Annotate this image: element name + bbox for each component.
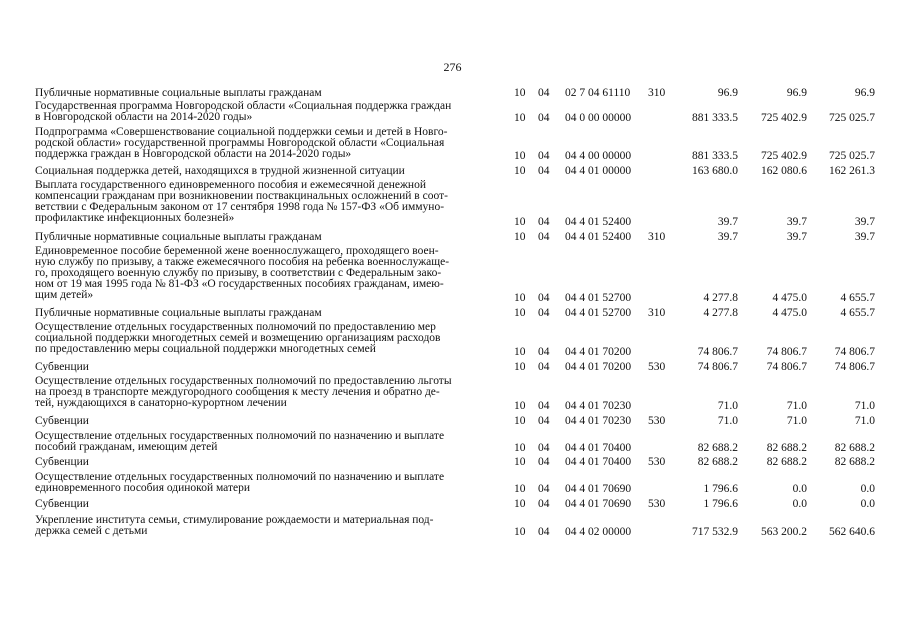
subsection-code: 04 [538,442,550,454]
section-code: 10 [514,346,526,358]
subsection-code: 04 [538,292,550,304]
section-code: 10 [514,361,526,373]
amount-year-2: 71.0 [786,415,807,427]
amount-year-3: 0.0 [860,498,875,510]
target-item-code: 04 4 01 52700 [565,292,632,304]
amount-year-3: 39.7 [854,231,875,243]
target-item-code: 04 4 00 00000 [565,150,632,162]
amount-year-1: 881 333.5 [692,150,738,162]
row-description: Осуществление отдельных государственных полномочий по предоставлению льготы на проезд в транспорте междугородного сообщения к месту лечения и обратно де- тей, нуждающихся в санаторно-курортном лечении [35,375,452,409]
row-description: Публичные нормативные социальные выплаты гражданам [35,307,322,319]
amount-year-3: 725 025.7 [829,150,875,162]
section-code: 10 [514,526,526,538]
amount-year-1: 881 333.5 [692,112,738,124]
amount-year-1: 74 806.7 [697,361,738,373]
amount-year-1: 74 806.7 [697,346,738,358]
section-code: 10 [514,292,526,304]
subsection-code: 04 [538,165,550,177]
amount-year-1: 39.7 [717,216,738,228]
row-description: Публичные нормативные социальные выплаты гражданам [35,87,322,99]
subsection-code: 04 [538,216,550,228]
section-code: 10 [514,150,526,162]
subsection-code: 04 [538,361,550,373]
amount-year-1: 39.7 [717,231,738,243]
row-description: Осуществление отдельных государственных полномочий по предоставлению мер социальной поддержки многодетных семей и возмещению организациям расходов по предоставлению меры социальной поддержки многодетных семей [35,321,441,355]
amount-year-1: 1 796.6 [703,483,738,495]
amount-year-1: 1 796.6 [703,498,738,510]
expense-type-code: 530 [648,361,666,373]
expense-type-code: 310 [648,87,666,99]
amount-year-3: 82 688.2 [834,442,875,454]
amount-year-1: 4 277.8 [703,307,738,319]
amount-year-1: 71.0 [717,400,738,412]
amount-year-3: 562 640.6 [829,526,875,538]
section-code: 10 [514,442,526,454]
target-item-code: 04 4 01 70200 [565,361,632,373]
subsection-code: 04 [538,415,550,427]
row-description: Осуществление отдельных государственных полномочий по назначению и выплате пособий гражданам, имеющим детей [35,430,445,453]
amount-year-3: 0.0 [860,483,875,495]
amount-year-3: 725 025.7 [829,112,875,124]
target-item-code: 04 4 01 70230 [565,400,632,412]
subsection-code: 04 [538,498,550,510]
amount-year-1: 82 688.2 [697,442,738,454]
amount-year-2: 0.0 [792,498,807,510]
amount-year-2: 0.0 [792,483,807,495]
target-item-code: 04 4 02 00000 [565,526,632,538]
section-code: 10 [514,307,526,319]
amount-year-2: 162 080.6 [761,165,807,177]
amount-year-2: 563 200.2 [761,526,807,538]
amount-year-2: 96.9 [786,87,807,99]
target-item-code: 04 4 01 52400 [565,216,632,228]
section-code: 10 [514,87,526,99]
subsection-code: 04 [538,526,550,538]
subsection-code: 04 [538,231,550,243]
amount-year-3: 71.0 [854,415,875,427]
amount-year-1: 82 688.2 [697,456,738,468]
target-item-code: 04 4 01 70200 [565,346,632,358]
amount-year-1: 71.0 [717,415,738,427]
expense-type-code: 310 [648,307,666,319]
amount-year-1: 4 277.8 [703,292,738,304]
amount-year-3: 4 655.7 [840,292,875,304]
row-description: Социальная поддержка детей, находящихся в трудной жизненной ситуации [35,165,405,177]
amount-year-2: 71.0 [786,400,807,412]
target-item-code: 04 4 01 70400 [565,456,632,468]
row-description: Субвенции [35,361,89,373]
amount-year-2: 4 475.0 [772,307,807,319]
amount-year-3: 39.7 [854,216,875,228]
section-code: 10 [514,400,526,412]
amount-year-2: 725 402.9 [761,150,807,162]
expense-type-code: 530 [648,415,666,427]
amount-year-3: 71.0 [854,400,875,412]
amount-year-3: 96.9 [854,87,875,99]
row-description: Государственная программа Новгородской области «Социальная поддержка граждан в Новгородской области на 2014-2020 годы» [35,100,452,123]
subsection-code: 04 [538,112,550,124]
subsection-code: 04 [538,400,550,412]
section-code: 10 [514,498,526,510]
row-description: Подпрограмма «Совершенствование социальной поддержки семьи и детей в Новго- родской области» государственной программы Новгородской области «Социальная поддержка граждан в Новгородской области на 2014-2020 годы» [35,126,448,160]
amount-year-3: 74 806.7 [834,361,875,373]
target-item-code: 04 4 01 52400 [565,231,632,243]
expense-type-code: 530 [648,498,666,510]
page-number: 276 [443,60,462,74]
amount-year-2: 82 688.2 [766,442,807,454]
expense-type-code: 310 [648,231,666,243]
subsection-code: 04 [538,307,550,319]
amount-year-3: 4 655.7 [840,307,875,319]
target-item-code: 02 7 04 61110 [565,87,631,99]
amount-year-3: 162 261.3 [829,165,875,177]
target-item-code: 04 4 01 70400 [565,442,632,454]
subsection-code: 04 [538,87,550,99]
target-item-code: 04 0 00 00000 [565,112,632,124]
target-item-code: 04 4 01 70690 [565,498,632,510]
target-item-code: 04 4 01 52700 [565,307,632,319]
row-description: Осуществление отдельных государственных полномочий по назначению и выплате единовременного пособия одинокой матери [35,471,445,494]
expense-type-code: 530 [648,456,666,468]
row-description: Субвенции [35,415,89,427]
target-item-code: 04 4 01 70690 [565,483,632,495]
amount-year-2: 39.7 [786,216,807,228]
row-description: Публичные нормативные социальные выплаты гражданам [35,231,322,243]
row-description: Единовременное пособие беременной жене военнослужащего, проходящего воен- ную службу по призыву, а также ежемесячного пособия на ребенка военнослужаще- го, проходящего военную службу по призыву, в соответствии с Федеральным зако- ном от 19 мая 1995 года № 81-ФЗ «О государственных пособиях гражданам, имею- щим детей» [35,245,450,301]
amount-year-1: 717 532.9 [692,526,738,538]
amount-year-3: 74 806.7 [834,346,875,358]
amount-year-3: 82 688.2 [834,456,875,468]
row-description: Выплата государственного единовременного пособия и ежемесячной денежной компенсации гражданам при возникновении поствакцинальных осложнений в соот- ветствии с Федеральным законом от 17 сентября 1998 года № 157-ФЗ «Об иммуно- профилактике инфекционных болезней» [35,179,448,224]
amount-year-2: 4 475.0 [772,292,807,304]
section-code: 10 [514,483,526,495]
row-description: Субвенции [35,498,89,510]
row-description: Укрепление института семьи, стимулирование рождаемости и материальная под- держка семей с детьми [35,514,434,537]
section-code: 10 [514,165,526,177]
section-code: 10 [514,415,526,427]
amount-year-2: 725 402.9 [761,112,807,124]
section-code: 10 [514,456,526,468]
section-code: 10 [514,231,526,243]
amount-year-2: 74 806.7 [766,361,807,373]
amount-year-1: 163 680.0 [692,165,738,177]
amount-year-2: 39.7 [786,231,807,243]
subsection-code: 04 [538,483,550,495]
amount-year-2: 74 806.7 [766,346,807,358]
target-item-code: 04 4 01 00000 [565,165,632,177]
target-item-code: 04 4 01 70230 [565,415,632,427]
section-code: 10 [514,216,526,228]
subsection-code: 04 [538,346,550,358]
amount-year-2: 82 688.2 [766,456,807,468]
section-code: 10 [514,112,526,124]
subsection-code: 04 [538,150,550,162]
row-description: Субвенции [35,456,89,468]
amount-year-1: 96.9 [717,87,738,99]
subsection-code: 04 [538,456,550,468]
